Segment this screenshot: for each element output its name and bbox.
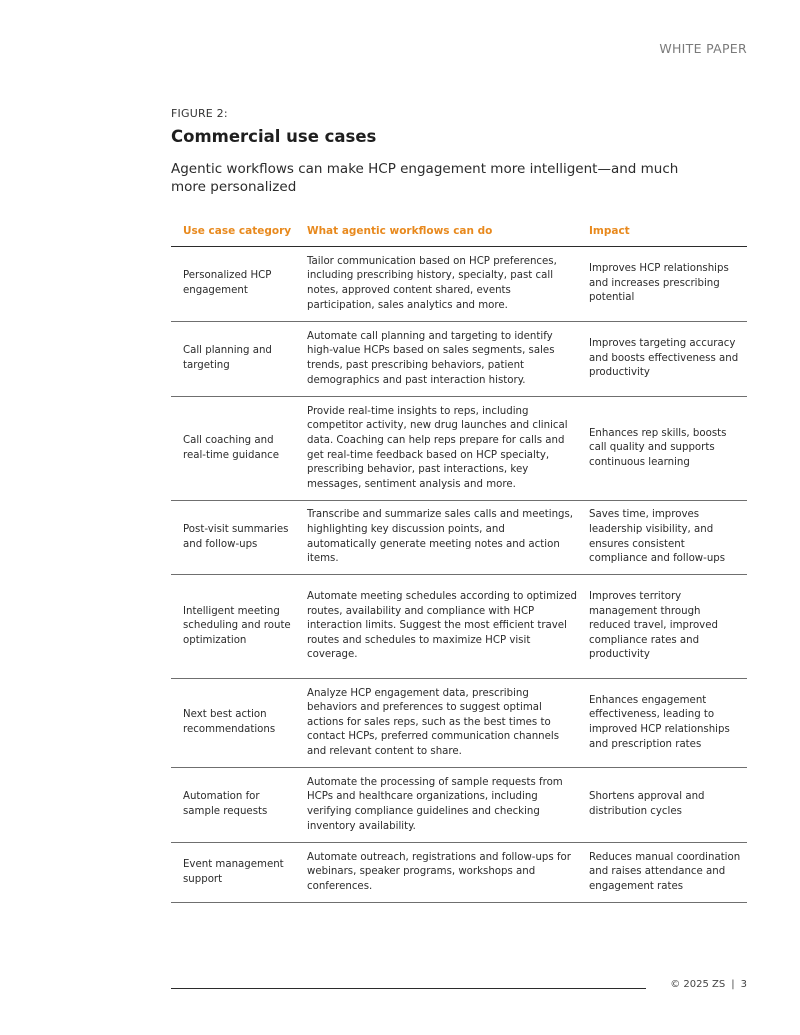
footer [670,979,747,990]
row-action: Provide real-time insights to reps, including competitor activity, new drug launches and clinical data. Coaching can help reps prepare for calls and get real-time feedback based on HCP specialty, prescribing behavior, past interactions, key messages, sentiment analysis and more. [307,397,589,501]
footer-divider [171,988,646,989]
row-category: Personalized HCP engagement [171,247,307,322]
row-category: Intelligent meeting scheduling and route optimization [171,575,307,679]
column-header-impact: Impact [589,215,747,247]
table-row [171,501,747,575]
row-action: Analyze HCP engagement data, prescribing behaviors and preferences to suggest optimal actions for sales reps, such as the best times to contact HCPs, preferred communication channels and relevant content to share. [307,679,589,768]
row-impact: Saves time, improves leadership visibility, and ensures consistent compliance and follow-ups [589,501,747,575]
figure-title: Commercial use cases [171,127,377,146]
row-impact: Shortens approval and distribution cycles [589,768,747,843]
row-action: Transcribe and summarize sales calls and meetings, highlighting key discussion points, and automatically generate meeting notes and action items. [307,501,589,575]
row-impact: Enhances rep skills, boosts call quality and supports continuous learning [589,397,747,501]
row-action: Automate meeting schedules according to optimized routes, availability and compliance with HCP interaction limits. Suggest the most efficient travel routes and schedules to maximize HCP visit coverage. [307,575,589,679]
table-row [171,397,747,501]
row-action: Automate outreach, registrations and follow-ups for webinars, speaker programs, workshops and conferences. [307,843,589,903]
row-action: Automate the processing of sample requests from HCPs and healthcare organizations, including verifying compliance guidelines and checking inventory availability. [307,768,589,843]
row-category: Post-visit summaries and follow-ups [171,501,307,575]
row-impact: Improves HCP relationships and increases prescribing potential [589,247,747,322]
row-category: Automation for sample requests [171,768,307,843]
row-category: Call planning and targeting [171,322,307,397]
table-row [171,575,747,679]
row-impact: Improves targeting accuracy and boosts effectiveness and productivity [589,322,747,397]
footer-copyright: © 2025 ZS [670,979,726,990]
table-row [171,768,747,843]
page-number: 3 [740,979,747,990]
column-header-action: What agentic workflows can do [307,215,589,247]
row-impact: Improves territory management through reduced travel, improved compliance rates and productivity [589,575,747,679]
row-action: Automate call planning and targeting to identify high-value HCPs based on sales segments, sales trends, past prescribing behaviors, patient demographics and past interaction history. [307,322,589,397]
use-case-table [171,215,747,903]
figure-label: FIGURE 2: [171,107,228,120]
figure-subtitle: Agentic workflows can make HCP engagement more intelligent—and much more personalized [171,161,679,195]
table-row [171,247,747,322]
row-category: Call coaching and real-time guidance [171,397,307,501]
table-row [171,679,747,768]
column-header-category: Use case category [171,215,307,247]
row-impact: Enhances engagement effectiveness, leading to improved HCP relationships and prescription rates [589,679,747,768]
footer-separator: | [731,979,735,990]
row-action: Tailor communication based on HCP preferences, including prescribing history, specialty, past call notes, approved content shared, events participation, sales analytics and more. [307,247,589,322]
table-row [171,843,747,903]
table-header-row [171,215,747,247]
row-category: Next best action recommendations [171,679,307,768]
row-impact: Reduces manual coordination and raises attendance and engagement rates [589,843,747,903]
table-row [171,322,747,397]
document-header-label: WHITE PAPER [659,41,747,56]
row-category: Event management support [171,843,307,903]
